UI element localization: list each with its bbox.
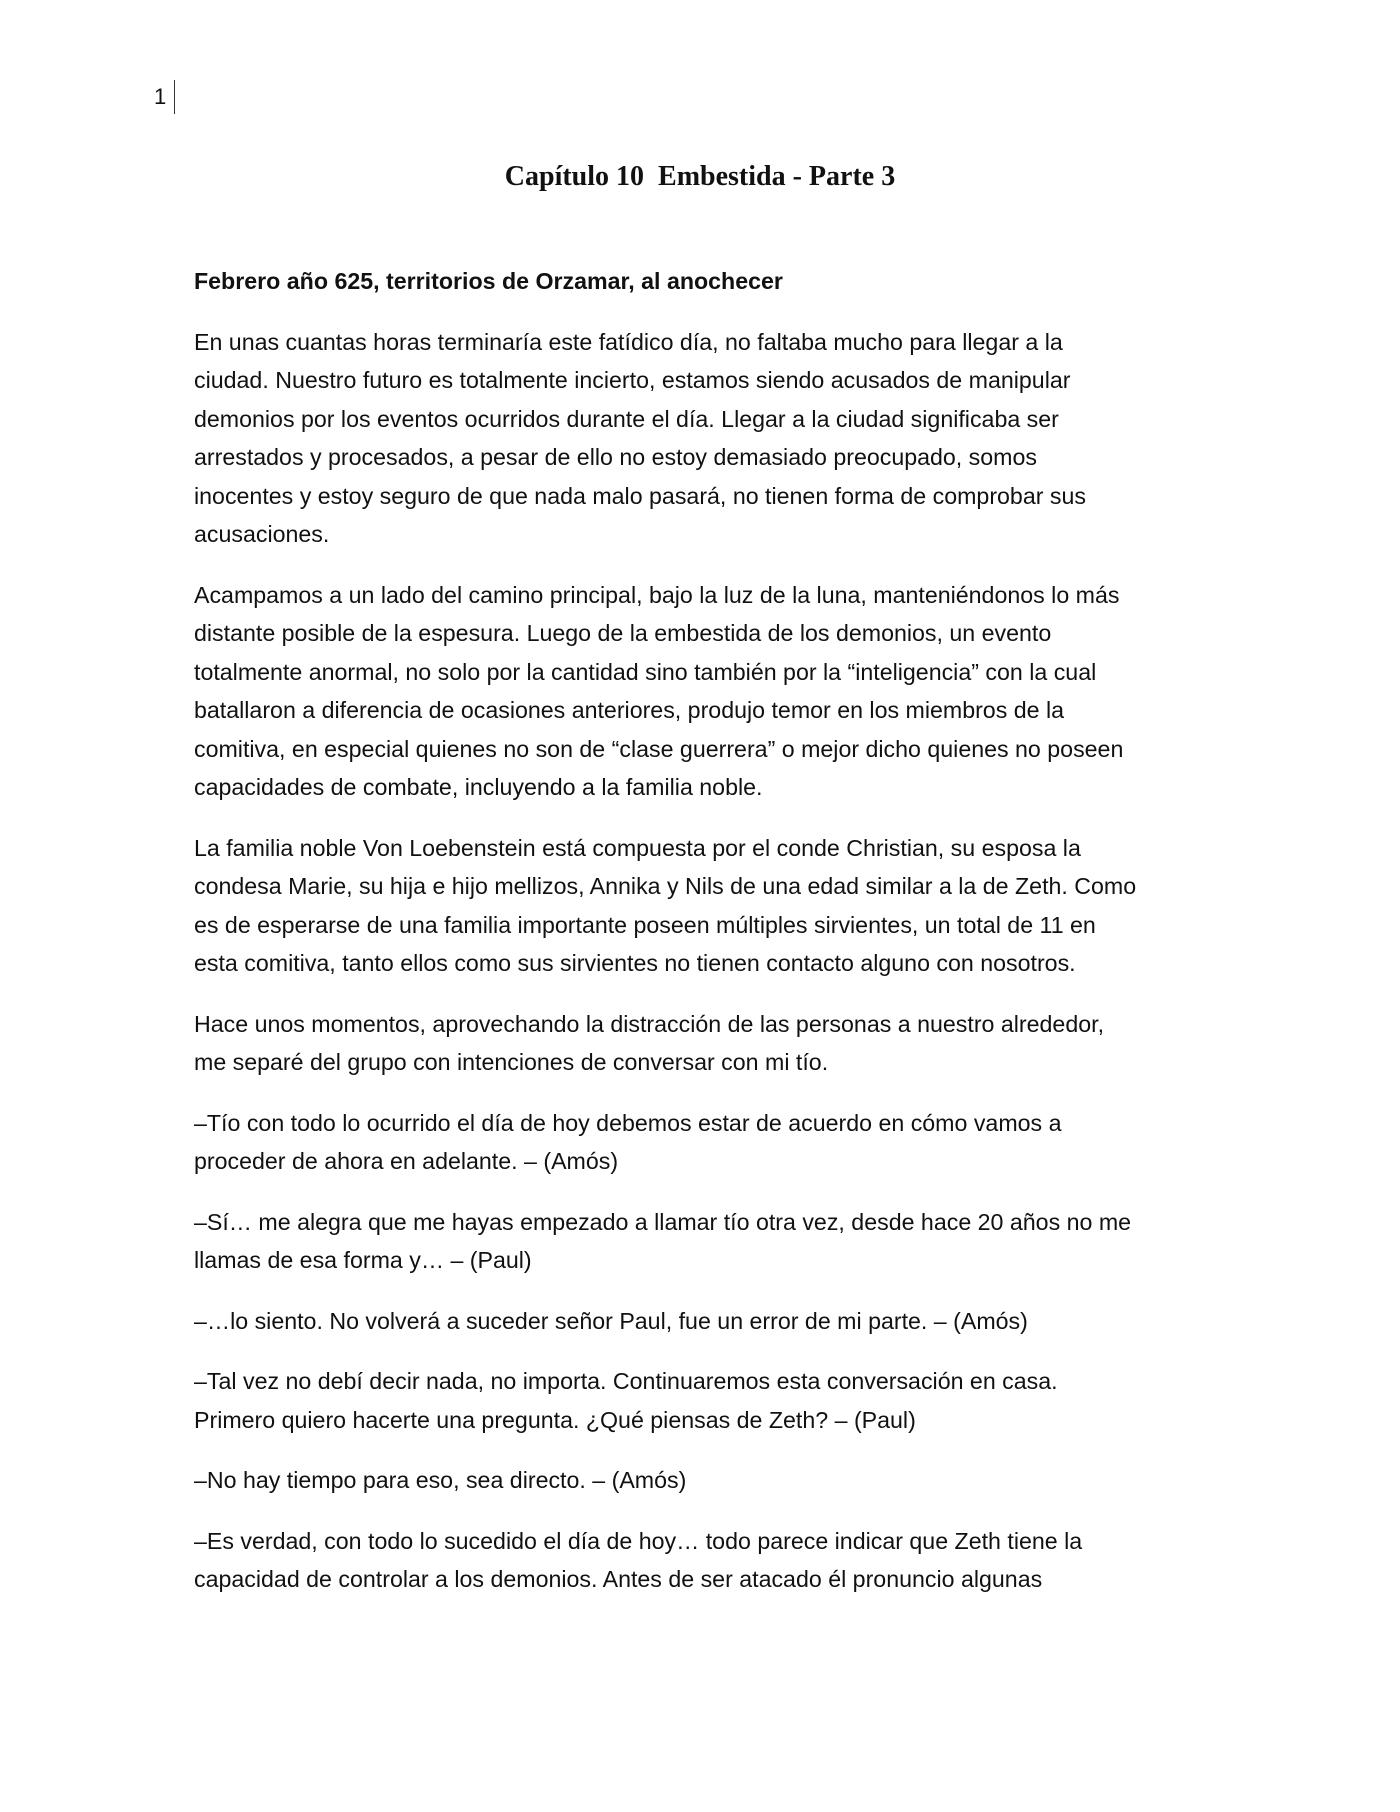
chapter-title: Capítulo 10 Embestida - Parte 3 [504,161,896,192]
dialogue-line-2: –Sí… me alegra que me hayas empezado a llamar tío otra vez, desde hace 20 años no me llamas de esa forma y… – (Paul) [194,1208,1132,1273]
document-body [194,262,1214,1621]
paragraph-1: En unas cuantas horas terminaría este fatídico día, no faltaba mucho para llegar a la ciudad. Nuestro futuro es totalmente incierto, estamos siendo acusados de manipular demonios por los eventos ocurridos durante el día. Llegar a la ciudad significaba ser arrestados y procesados, a pesar de ello no estoy demasiado preocupado, somos inocentes y estoy seguro de que nada malo pasará, no tienen forma de comprobar sus acusaciones. [194,328,1086,547]
header-divider [174,80,175,114]
paragraph-2: Acampamos a un lado del camino principal, bajo la luz de la luna, manteniéndonos lo más distante posible de la espesura. Luego de la embestida de los demonios, un evento totalmente anormal, no solo por la cantidad sino también por la “inteligencia” con la cual batallaron a diferencia de ocasiones anteriores, produjo temor en los miembros de la comitiva, en especial quienes no son de “clase guerrera” o mejor dicho quienes no poseen capacidades de combate, incluyendo a la familia noble. [194,581,1124,800]
dialogue-line-6: –Es verdad, con todo lo sucedido el día de hoy… todo parece indicar que Zeth tiene la capacidad de controlar a los demonios. Antes de ser atacado él pronuncio algunas [194,1527,1083,1592]
dialogue-line-4: –Tal vez no debí decir nada, no importa. Continuaremos esta conversación en casa. Primero quiero hacerte una pregunta. ¿Qué piensas de Zeth? – (Paul) [194,1368,1058,1433]
page-number: 1 [154,84,167,109]
section-heading: Febrero año 625, territorios de Orzamar, al anochecer [194,268,783,294]
dialogue-line-1: –Tío con todo lo ocurrido el día de hoy debemos estar de acuerdo en cómo vamos a proceder de ahora en adelante. – (Amós) [194,1109,1062,1174]
paragraph-4: Hace unos momentos, aprovechando la distracción de las personas a nuestro alrededor, me separé del grupo con intenciones de conversar con mi tío. [194,1010,1105,1075]
dialogue-line-5: –No hay tiempo para eso, sea directo. – (Amós) [194,1467,687,1493]
dialogue-line-3: –…lo siento. No volverá a suceder señor Paul, fue un error de mi parte. – (Amós) [194,1307,1028,1334]
page-header [154,80,175,114]
paragraph-3: La familia noble Von Loebenstein está compuesta por el conde Christian, su esposa la condesa Marie, su hija e hijo mellizos, Annika y Nils de una edad similar a la de Zeth. Como es de esperarse de una familia importante poseen múltiples sirvientes, un total de 11 en esta comitiva, tanto ellos como sus sirvientes no tienen contacto alguno con nosotros. [194,834,1137,976]
